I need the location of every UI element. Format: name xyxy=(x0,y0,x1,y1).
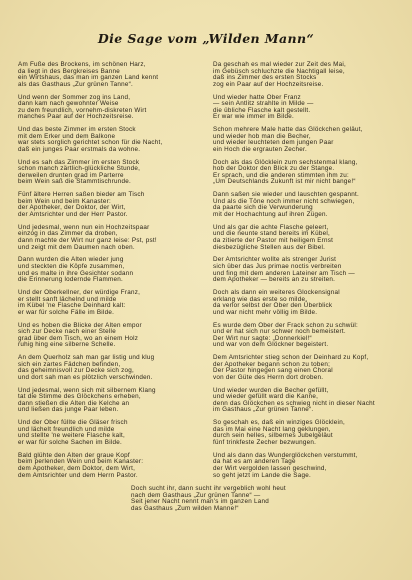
stanza: Und als dann das Wunderglöckchen verstummt, da hat es am anderen Tage der Wirt vergolden lassen geschwind, so geht jetzt im Lande die Sage. xyxy=(213,451,358,479)
stanza: Da geschah es mal wieder zur Zeit des Mai, im Gebüsch schluchzte die Nachtigall leise, daß ins Zimmer des ersten Stocks zog ein Paar auf der Hochzeitsreise. xyxy=(213,61,346,88)
stanza: Und der Oberkellner, der würdige Franz, er stellt sanft lächelnd und milde im Kübel 'ne Flasche Deinhard kalt: er war für solche Fälle im Bilde. xyxy=(18,288,141,316)
stanza: Doch als dann ein weiteres Glockensignal erklang wie das erste so milde, da verlor selbst der Ober den Überblick und war nicht mehr völlig im Bilde. xyxy=(213,288,340,316)
stanza: Dann wurden die Alten wieder jung und steckten die Köpfe zusammen, und es malte in ihre Gesichter sodann die Erinnerung lodernde Flammen. xyxy=(18,256,134,284)
stanza: Am Fuße des Brockens, im schönen Harz, da liegt in des Bergkreises Banne ein Wirtshaus, das man im ganzen Land kennt als das Gasthaus „Zur grünen Tanne“. xyxy=(18,61,159,88)
stanza: Und jedesmal, wenn sich mit silbernem Klang tat die Stimme des Glöckchens erheben, dann stießen die Alten die Kelche an und ließen das junge Paar leben. xyxy=(18,386,156,414)
right-column xyxy=(213,62,403,485)
poem-title: Die Sage vom „Wilden Mann“ xyxy=(97,31,315,46)
stanza: Und jedesmal, wenn nun ein Hochzeitspaar einzog in das Zimmer da droben, dann machte der Wirt nur ganz leise: Pst, pst! und zeigt mit dem Daumen nach oben. xyxy=(18,223,157,251)
stanza: Und wieder hatte Ober Franz — sein Antlitz strahlte in Milde — die übliche Flasche kalt gestellt. Er war wie immer im Bilde. xyxy=(213,93,314,121)
stanza: Fünf ältere Herren saßen bieder am Tisch beim Wein und beim Kanaster: der Apotheker, der Doktor, der Wirt, der Amtsrichter und der Herr Pastor. xyxy=(18,191,145,219)
stanza: Und der Ober füllte die Gläser frisch und lächelt freundlich und milde und stellte 'ne weitere Flasche kalt, er war für solche Sachen im Bilde. xyxy=(18,419,128,446)
stanza: Dann saßen sie wieder und lauschten gespannt. Und als die Töne noch immer nicht schwiegen, da paarte sich die Verwunderung mit der Hochachtung auf ihren Zügen. xyxy=(213,191,360,219)
stanza: Schon mehrere Male hatte das Glöckchen geläut, und wieder hob man die Becher, und wieder leuchteten dem jungen Paar ein Hoch die ergrauten Zecher. xyxy=(213,126,363,153)
stanza: Der Amtsrichter wollte als strenger Jurist sich über das Jus primae noctis verbreiten und fing mit dem anderen Lateiner am Tisch — dem Apotheker — bereits an zu streiten. xyxy=(213,256,355,284)
stanza: So geschah es, daß ein winziges Glöcklein, das im Mai eine Nacht lang geklungen, durch sein helles, silbernes Jubelgeläut fünf trinkfeste Zecher bezwungen. xyxy=(213,419,345,446)
stanza: Bald glühte den Alten der graue Kopf beim perlenden Wein und beim Kanaster: dem Apotheker, dem Doktor, dem Wirt, dem Amtsrichter und dem Herrn Pastor. xyxy=(18,451,144,479)
stanza: Und das beste Zimmer im ersten Stock mit dem Erker und dem Balkone war stets sorglich gerichtet schon für die Nacht, daß ein junges Paar erstmals da wohne. xyxy=(18,126,163,153)
stanza: Und als gar die achte Flasche geleert, und die neunte stand bereits im Kübel, da zitierte der Pastor mit heiligem Ernst diesbezügliche Stellen aus der Bibel. xyxy=(213,223,334,251)
stanza: Dem Amtsrichter stieg schon der Deinhard zu Kopf, der Apotheker begann schon zu toben; Der Pastor hingegen sang einen Choral von der Güte des Herrn dort droben. xyxy=(213,354,369,381)
left-column xyxy=(18,62,208,485)
stanza: Es wurde dem Ober der Frack schon zu schwül: und er hat sich nur schwer noch bemeistert. Der Wirt nur sagte: „Donnerkiel!“ und war von dem Glöckner begeistert. xyxy=(213,321,359,349)
stanza: Und es hoben die Blicke der Alten empor sich zur Decke nach einer Stelle grad über dem Tisch, wo an einem Holz ruhig hing eine silberne Schelle. xyxy=(18,321,142,349)
stanza: Und wieder wurden die Becher gefüllt, und wieder gefüllt ward die Kanne, denn das Glöckchen es schwieg nicht in dieser Nacht im Gasthaus „Zur grünen Tanne“. xyxy=(213,386,375,414)
stanza: Und es sah das Zimmer im ersten Stock schon manch zärtlich-glückliche Stunde, derweilen drunten grad im Parterre beim Wein saß die Stammtischrunde. xyxy=(18,158,141,186)
closing-stanza: Doch sucht ihr, dann sucht ihr vergeblich wohl heut nach dem Gasthaus „Zur grünen Tanne“ — Seit jener Nacht nennt man's im ganzen Land das Gasthaus „Zum wilden Manne!“ xyxy=(131,485,286,512)
stanza: Und wenn der Sommer zog ins Land, dann kam nach gewohnter Weise zu dem freundlich, vornehm-diskreten Wirt manches Paar auf der Hochzeitsreise. xyxy=(18,93,147,121)
closing-stanza-block xyxy=(131,486,331,519)
stanza: Doch als das Glöcklein zum sechstenmal klang, hob der Doktor den Blick zu der Stange. Er sprach, und die anderen stimmten ihm zu: „Um Deutschlands Zukunft ist mir nicht bange!“ xyxy=(213,158,358,186)
stanza: An dem Querholz sah man gar listig und klug sich ein zartes Fädchen befinden, das geheimnisvoll zur Decke sich zog, und dort sah man es plötzlich verschwinden. xyxy=(18,354,155,381)
